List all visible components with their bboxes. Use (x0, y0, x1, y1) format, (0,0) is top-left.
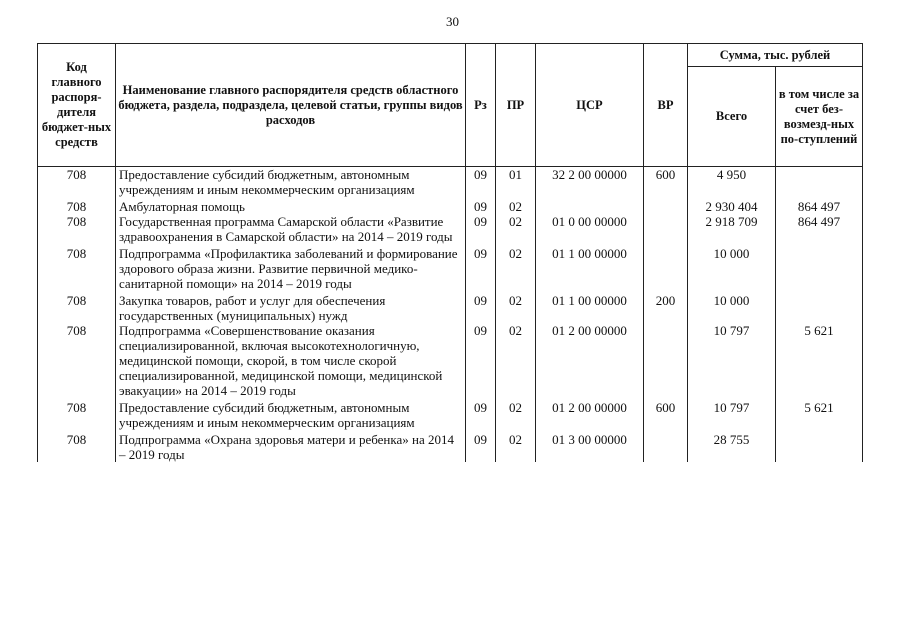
cell-name: Подпрограмма «Профилактика заболеваний и формирование здорового образа жизни. Развитие первичной медико-санитарной помощи» на 2014 – 2019 годы (116, 246, 466, 291)
cell-name: Предоставление субсидий бюджетным, автономным учреждениям и иным некоммерческим организациям (116, 400, 466, 430)
table-row (38, 246, 863, 291)
cell-name: Подпрограмма «Охрана здоровья матери и ребенка» на 2014 – 2019 годы (116, 432, 466, 462)
cell-free (776, 246, 863, 291)
cell-vr: 600 (644, 167, 688, 198)
cell-total: 4 950 (688, 167, 776, 198)
cell-total: 2 918 709 (688, 214, 776, 244)
cell-rz: 09 (466, 400, 496, 430)
cell-pr: 02 (496, 246, 536, 291)
cell-free: 5 621 (776, 323, 863, 398)
cell-vr: 600 (644, 400, 688, 430)
cell-csr: 01 1 00 00000 (536, 293, 644, 323)
table-row (38, 199, 863, 214)
cell-total: 10 000 (688, 293, 776, 323)
cell-rz: 09 (466, 432, 496, 462)
cell-code: 708 (38, 323, 116, 398)
header-csr: ЦСР (536, 44, 644, 167)
cell-csr (536, 199, 644, 214)
table-row (38, 400, 863, 430)
cell-pr: 02 (496, 199, 536, 214)
cell-name: Амбулаторная помощь (116, 199, 466, 214)
cell-csr: 32 2 00 00000 (536, 167, 644, 198)
cell-name: Закупка товаров, работ и услуг для обеспечения государственных (муниципальных) нужд (116, 293, 466, 323)
cell-csr: 01 2 00 00000 (536, 323, 644, 398)
cell-free: 5 621 (776, 400, 863, 430)
cell-vr: 200 (644, 293, 688, 323)
cell-code: 708 (38, 167, 116, 198)
cell-code: 708 (38, 400, 116, 430)
header-free: в том числе за счет без-возмезд-ных по-ступлений (776, 67, 863, 167)
cell-vr (644, 432, 688, 462)
header-name: Наименование главного распорядителя средств областного бюджета, раздела, подраздела, целевой статьи, группы видов расходов (116, 44, 466, 167)
cell-free: 864 497 (776, 199, 863, 214)
header-code: Код главного распоря-дителя бюджет-ных средств (38, 44, 116, 167)
cell-csr: 01 3 00 00000 (536, 432, 644, 462)
header-pr: ПР (496, 44, 536, 167)
cell-rz: 09 (466, 199, 496, 214)
cell-pr: 02 (496, 400, 536, 430)
cell-free: 864 497 (776, 214, 863, 244)
cell-rz: 09 (466, 323, 496, 398)
table-row (38, 432, 863, 462)
cell-code: 708 (38, 214, 116, 244)
table-row (38, 214, 863, 244)
cell-pr: 02 (496, 323, 536, 398)
cell-pr: 02 (496, 214, 536, 244)
cell-pr: 01 (496, 167, 536, 198)
cell-total: 10 000 (688, 246, 776, 291)
cell-rz: 09 (466, 167, 496, 198)
cell-vr (644, 246, 688, 291)
cell-csr: 01 2 00 00000 (536, 400, 644, 430)
cell-free (776, 293, 863, 323)
cell-rz: 09 (466, 214, 496, 244)
cell-vr (644, 214, 688, 244)
cell-vr (644, 323, 688, 398)
cell-free (776, 167, 863, 198)
cell-vr (644, 199, 688, 214)
header-vr: ВР (644, 44, 688, 167)
cell-code: 708 (38, 199, 116, 214)
cell-rz: 09 (466, 293, 496, 323)
cell-code: 708 (38, 293, 116, 323)
cell-csr: 01 1 00 00000 (536, 246, 644, 291)
header-total: Всего (688, 67, 776, 167)
table-row (38, 323, 863, 398)
header-sum: Сумма, тыс. рублей (688, 44, 863, 67)
cell-name: Подпрограмма «Совершенствование оказания специализированной, включая высокотехнологичную, медицинской помощи, скорой, в том числе скорой специализированной, медицинской помощи, медицинской эвакуации» на 2014 – 2019 годы (116, 323, 466, 398)
cell-csr: 01 0 00 00000 (536, 214, 644, 244)
page-number: 30 (446, 14, 459, 29)
cell-rz: 09 (466, 246, 496, 291)
cell-total: 2 930 404 (688, 199, 776, 214)
cell-free (776, 432, 863, 462)
cell-code: 708 (38, 432, 116, 462)
cell-name: Предоставление субсидий бюджетным, автономным учреждениям и иным некоммерческим организациям (116, 167, 466, 198)
table-row (38, 293, 863, 323)
table-body (38, 167, 863, 463)
cell-total: 28 755 (688, 432, 776, 462)
cell-code: 708 (38, 246, 116, 291)
budget-table (37, 43, 863, 462)
cell-pr: 02 (496, 432, 536, 462)
header-rz: Рз (466, 44, 496, 167)
table-row (38, 167, 863, 198)
cell-name: Государственная программа Самарской области «Развитие здравоохранения в Самарской области» на 2014 – 2019 годы (116, 214, 466, 244)
cell-pr: 02 (496, 293, 536, 323)
cell-total: 10 797 (688, 400, 776, 430)
cell-total: 10 797 (688, 323, 776, 398)
